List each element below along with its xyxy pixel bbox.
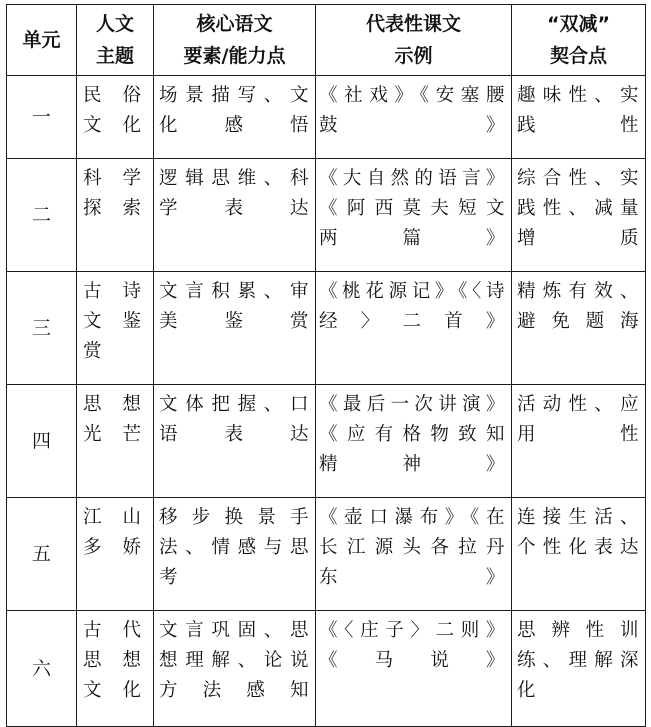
double-reduction-line: 精炼有效、: [517, 281, 640, 302]
examples-line: 《阿西莫夫短文: [319, 198, 506, 219]
theme-line: 民俗: [83, 85, 148, 106]
header-theme-line: 主题: [95, 45, 134, 67]
unit-cell: [7, 272, 77, 385]
theme-cell: [77, 611, 154, 727]
table-header-row: [7, 5, 646, 76]
theme-cell: [77, 76, 154, 159]
elements-cell: [154, 611, 316, 727]
double-reduction-line: 避免题海: [517, 311, 640, 332]
double-reduction-cell: [512, 272, 646, 385]
unit-cell: [7, 76, 77, 159]
header-elements-line: 要素/能力点: [183, 45, 286, 67]
theme-cell: [77, 385, 154, 498]
double-reduction-cell: [512, 159, 646, 272]
double-reduction-cell: [512, 498, 646, 611]
elements-line: 文言积累、审: [159, 281, 310, 302]
double-reduction-line: 综合性、实: [517, 168, 640, 189]
unit-cell: [7, 611, 77, 727]
unit-cell: [7, 159, 77, 272]
table-row: [7, 272, 646, 385]
double-reduction-cell: [512, 76, 646, 159]
header-theme: [77, 5, 154, 76]
header-examples: [316, 5, 512, 76]
theme-line: 江山: [83, 507, 148, 528]
double-reduction-line: 用性: [517, 424, 640, 445]
elements-line: 考: [159, 567, 180, 588]
theme-line: 思想: [83, 394, 148, 415]
double-reduction-line: 践性: [517, 115, 640, 136]
examples-cell: [316, 272, 512, 385]
theme-line: 科学: [83, 168, 148, 189]
theme-line: 文化: [83, 115, 148, 136]
theme-line: 多娇: [83, 537, 148, 558]
header-examples-line: 示例: [394, 45, 433, 67]
curriculum-table: [6, 4, 646, 727]
examples-line: 精神》: [319, 454, 506, 475]
double-reduction-line: 活动性、应: [517, 394, 640, 415]
examples-line: 《社戏》《安塞腰: [319, 85, 506, 106]
header-double-reduction: [512, 5, 646, 76]
theme-line: 古诗: [83, 281, 148, 302]
table-row: [7, 159, 646, 272]
theme-cell: [77, 272, 154, 385]
examples-line: 《应有格物致知: [319, 424, 506, 445]
double-reduction-line: 化: [517, 680, 538, 701]
elements-line: 方法感知: [159, 680, 310, 701]
double-reduction-line: 思辨性训: [517, 620, 640, 641]
theme-cell: [77, 498, 154, 611]
header-theme-line: 人文: [95, 13, 134, 35]
header-elements: [154, 5, 316, 76]
elements-cell: [154, 272, 316, 385]
elements-line: 想理解、论说: [159, 650, 310, 671]
examples-line: 《桃花源记》《〈诗: [319, 281, 506, 302]
elements-cell: [154, 385, 316, 498]
theme-line: 赏: [83, 341, 109, 362]
elements-line: 法、情感与思: [159, 537, 310, 558]
theme-line: 探索: [83, 198, 148, 219]
header-unit-label: 单元: [22, 29, 61, 51]
header-double-reduction-line: 契合点: [549, 45, 607, 67]
examples-line: 《大自然的语言》: [319, 168, 506, 189]
unit-number: 二: [31, 204, 51, 226]
examples-line: 鼓》: [319, 115, 506, 136]
examples-line: 两篇》: [319, 228, 506, 249]
header-unit: [7, 5, 77, 76]
examples-line: 《最后一次讲演》: [319, 394, 506, 415]
examples-cell: [316, 385, 512, 498]
double-reduction-cell: [512, 611, 646, 727]
examples-line: 《壶口瀑布》《在: [319, 507, 506, 528]
theme-line: 古代: [83, 620, 148, 641]
double-reduction-line: 个性化表达: [517, 537, 640, 558]
header-elements-line: 核心语文: [196, 13, 273, 35]
theme-line: 光芒: [83, 424, 148, 445]
header-examples-line: 代表性课文: [365, 13, 461, 35]
unit-cell: [7, 385, 77, 498]
examples-line: 《〈庄子〉二则》: [319, 620, 506, 641]
table-row: [7, 76, 646, 159]
elements-line: 美鉴赏: [159, 311, 310, 332]
elements-cell: [154, 498, 316, 611]
table-row: [7, 498, 646, 611]
double-reduction-line: 练、理解深: [517, 650, 640, 671]
unit-number: 三: [31, 317, 51, 339]
elements-line: 场景描写、文: [159, 85, 310, 106]
theme-cell: [77, 159, 154, 272]
header-double-reduction-line: “双减”: [547, 13, 610, 35]
unit-number: 四: [31, 430, 51, 452]
theme-line: 思想: [83, 650, 148, 671]
double-reduction-cell: [512, 385, 646, 498]
examples-cell: [316, 159, 512, 272]
elements-line: 学表达: [159, 198, 310, 219]
double-reduction-line: 趣味性、实: [517, 85, 640, 106]
unit-number: 六: [31, 657, 51, 680]
elements-line: 逻辑思维、科: [159, 168, 310, 189]
unit-number: 一: [31, 106, 51, 128]
examples-line: 《马说》: [319, 650, 506, 671]
examples-cell: [316, 611, 512, 727]
examples-line: 东》: [319, 567, 506, 588]
elements-line: 语表达: [159, 424, 310, 445]
table-row: [7, 385, 646, 498]
elements-line: 文体把握、口: [159, 394, 310, 415]
theme-line: 文化: [83, 680, 148, 701]
unit-cell: [7, 498, 77, 611]
examples-line: 长江源头各拉丹: [319, 537, 506, 558]
elements-cell: [154, 76, 316, 159]
unit-number: 五: [31, 543, 51, 565]
examples-cell: [316, 76, 512, 159]
elements-line: 化感悟: [159, 115, 310, 136]
table-row: [7, 611, 646, 727]
double-reduction-line: 增质: [517, 228, 640, 249]
theme-line: 文鉴: [83, 311, 148, 332]
examples-cell: [316, 498, 512, 611]
double-reduction-line: 践性、减量: [517, 198, 640, 219]
double-reduction-line: 连接生活、: [517, 507, 640, 528]
examples-line: 经〉二首》: [319, 311, 506, 332]
elements-cell: [154, 159, 316, 272]
elements-line: 文言巩固、思: [159, 620, 310, 641]
elements-line: 移步换景手: [159, 507, 310, 528]
